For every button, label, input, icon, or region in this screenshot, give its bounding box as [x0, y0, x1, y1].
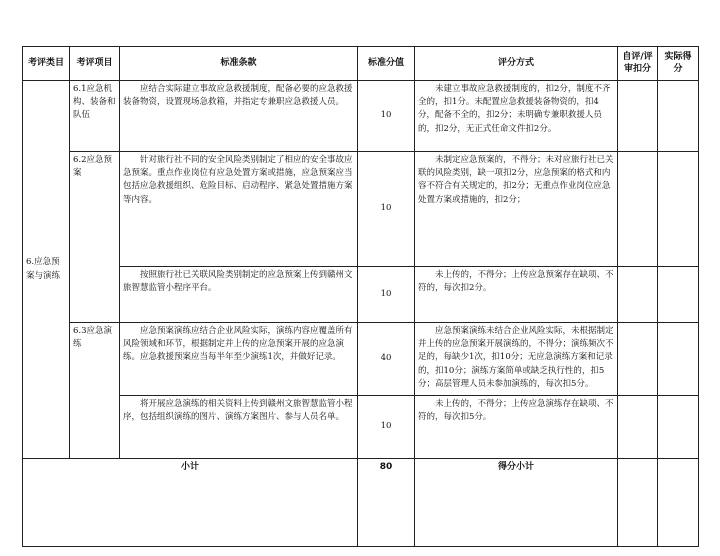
table-row — [23, 152, 699, 267]
item-name-6-1: 6.1应急机构、装备和队伍 — [70, 81, 120, 152]
item-name-6-3: 6.3应急演练 — [70, 323, 120, 459]
self-eval-cell — [618, 459, 658, 547]
self-eval-cell — [618, 152, 658, 267]
header-category: 考评类目 — [23, 47, 70, 81]
actual-score-cell — [658, 267, 699, 323]
method-6-2a: 未制定应急预案的，不得分；未对应旅行社已关联的风险类别，缺一项扣2分，应急预案的格式和内容不符合有关规定的，扣2分；无重点作业岗位应急处置方案或措施的，扣2分； — [415, 152, 618, 267]
self-eval-cell — [618, 267, 658, 323]
clause-6-2a: 针对旅行社不同的安全风险类别制定了相应的安全事故应急预案。重点作业岗位有应急处置方案或措施，应急预案应当包括应急救援组织、危险目标、启动程序、紧急处置措施方案等内容。 — [120, 152, 358, 267]
category-cell: 6.应急预案与演练 — [23, 81, 70, 459]
table-row — [23, 323, 699, 396]
clause-6-2b: 按照旅行社已关联风险类别制定的应急预案上传到赣州文旅智慧监管小程序平台。 — [120, 267, 358, 323]
self-eval-cell — [618, 323, 658, 396]
method-6-2b: 未上传的，不得分；上传应急预案存在缺项、不符的，每次扣2分。 — [415, 267, 618, 323]
subtotal-row — [23, 459, 699, 547]
header-clause: 标准条款 — [120, 47, 358, 81]
header-row — [23, 47, 699, 81]
score-6-3a: 40 — [358, 323, 415, 396]
actual-score-cell — [658, 323, 699, 396]
self-eval-cell — [618, 396, 658, 459]
self-eval-cell — [618, 81, 658, 152]
table-row — [23, 81, 699, 152]
header-self-eval: 自评/评审扣分 — [618, 47, 658, 81]
score-6-3b: 10 — [358, 396, 415, 459]
clause-6-3a: 应急预案演练应结合企业风险实际，演练内容应覆盖所有风险领域和环节，根据制定并上传的应急预案开展的应急演练。应急救援预案应当每半年至少演练1次，并做好记录。 — [120, 323, 358, 396]
clause-6-3b: 将开展应急演练的相关资料上传到赣州文旅智慧监管小程序，包括组织演练的图片、演练方案图片、参与人员名单。 — [120, 396, 358, 459]
method-6-1: 未建立事故应急救援制度的，扣2分，制度不齐全的，扣1分。未配置应急救援装备物资的，扣4分，配备不全的，扣2分；未明确专兼职救援人员的，扣2分，无正式任命文件扣2分。 — [415, 81, 618, 152]
header-item: 考评项目 — [70, 47, 120, 81]
header-method: 评分方式 — [415, 47, 618, 81]
actual-score-cell — [658, 459, 699, 547]
score-subtotal-label: 得分小计 — [415, 459, 618, 547]
evaluation-table — [22, 46, 699, 547]
score-6-2a: 10 — [358, 152, 415, 267]
method-6-3b: 未上传的，不得分；上传应急演练存在缺项、不符的，每次扣5分。 — [415, 396, 618, 459]
score-6-1: 10 — [358, 81, 415, 152]
method-6-3a: 应急预案演练未结合企业风险实际，未根据制定并上传的应急预案开展演练的，不得分；演练频次不足的，每缺少1次，扣10分；无应急演练方案和记录的，扣10分；演练方案简单或缺乏执行性的，扣5分；高层管理人员未参加演练的，每次扣5分。 — [415, 323, 618, 396]
actual-score-cell — [658, 81, 699, 152]
table-row — [23, 396, 699, 459]
subtotal-score: 80 — [358, 459, 415, 547]
clause-6-1: 应结合实际建立事故应急救援制度，配备必要的应急救援装备物资，设置现场急救箱，并指定专兼职应急救援人员。 — [120, 81, 358, 152]
score-6-2b: 10 — [358, 267, 415, 323]
header-score: 标准分值 — [358, 47, 415, 81]
actual-score-cell — [658, 396, 699, 459]
header-actual: 实际得分 — [658, 47, 699, 81]
subtotal-label: 小计 — [23, 459, 358, 547]
table-row — [23, 267, 699, 323]
actual-score-cell — [658, 152, 699, 267]
item-name-6-2: 6.2应急预案 — [70, 152, 120, 323]
